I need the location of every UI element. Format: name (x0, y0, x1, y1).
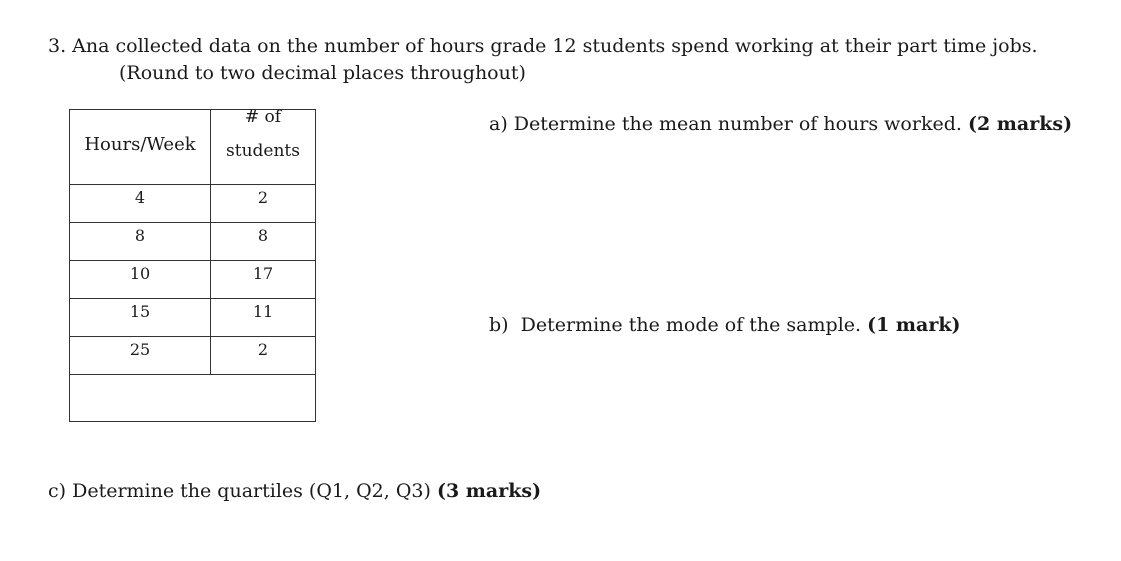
students-cell: 2 (211, 185, 316, 223)
table-header-row (70, 110, 316, 185)
header-hours: Hours/Week (84, 133, 196, 155)
frequency-table (69, 109, 316, 422)
students-cell: 8 (211, 223, 316, 261)
hours-cell: 10 (70, 261, 211, 299)
hours-cell: 25 (70, 337, 211, 375)
header-students-line2: students (226, 141, 300, 161)
question-title: 3. Ana collected data on the number of hours grade 12 students spend working at their part time jobs. (48, 35, 1038, 57)
question-subtitle: (Round to two decimal places throughout) (119, 62, 526, 84)
students-cell: 2 (211, 337, 316, 375)
blank-cell (70, 375, 316, 422)
table-row (70, 337, 316, 375)
students-cell: 17 (211, 261, 316, 299)
hours-cell: 4 (70, 185, 211, 223)
header-students-cell (211, 107, 316, 185)
hours-cell: 8 (70, 223, 211, 261)
part-c-marks: (3 marks) (436, 480, 542, 502)
table-row (70, 261, 316, 299)
part-a-marks: (2 marks) (967, 113, 1073, 135)
hours-cell: 15 (70, 299, 211, 337)
students-cell: 11 (211, 299, 316, 337)
table-row (70, 185, 316, 223)
table-blank-row (70, 375, 316, 422)
part-a-text: a) Determine the mean number of hours worked. (489, 113, 962, 135)
table-row (70, 299, 316, 337)
part-c (48, 482, 541, 501)
part-b (489, 316, 961, 335)
part-c-text: c) Determine the quartiles (Q1, Q2, Q3) (48, 480, 431, 502)
header-hours-cell (70, 110, 211, 185)
part-b-marks: (1 mark) (867, 314, 961, 336)
part-b-text: b) Determine the mode of the sample. (489, 314, 862, 336)
header-students-line1: # of (244, 107, 282, 127)
table-row (70, 223, 316, 261)
part-a (489, 115, 1072, 134)
